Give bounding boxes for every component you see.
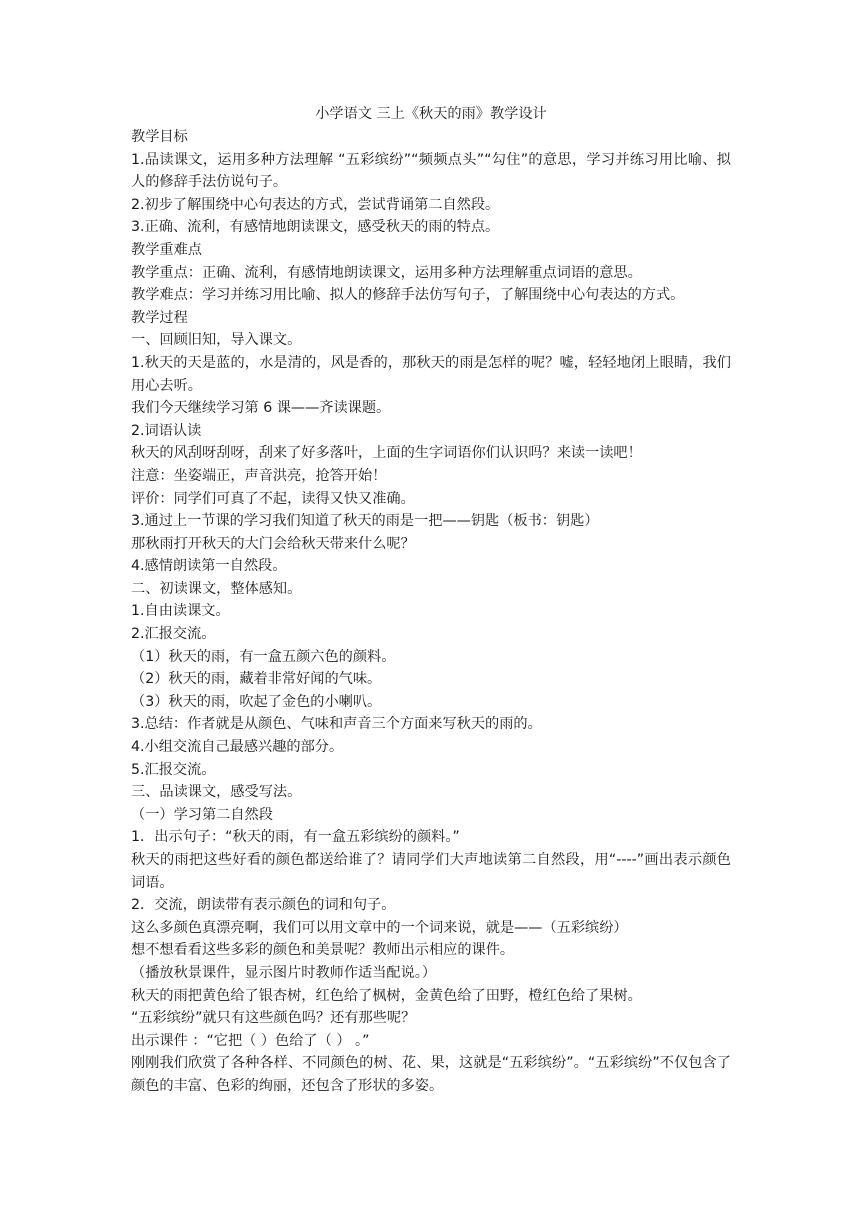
paragraph: 3.总结：作者就是从颜色、气味和声音三个方面来写秋天的雨的。	[131, 716, 542, 733]
section-1-heading: 一、回顾旧知，导入课文。	[131, 332, 302, 349]
section-3-heading: 三、品读课文，感受写法。	[131, 784, 302, 801]
paragraph: 1．出示句子：“秋天的雨，有一盒五彩缤纷的颜料。”	[131, 829, 460, 846]
paragraph: 秋天的雨把这些好看的颜色都送给谁了？请同学们大声地读第二自然段，用“----”画出表示颜色词语。	[131, 852, 731, 891]
paragraph: 秋天的风刮呀刮呀，刮来了好多落叶，上面的生字词语你们认识吗？来读一读吧！	[131, 445, 642, 462]
paragraph: 注意：坐姿端正，声音洪亮，抢答开始！	[131, 467, 387, 484]
paragraph: 4.感情朗读第一自然段。	[131, 558, 287, 575]
paragraph: 评价：同学们可真了不起，读得又快又准确。	[131, 490, 415, 507]
difficult-point: 教学难点：学习并练习用比喻、拟人的修辞手法仿写句子，了解围绕中心句表达的方式。	[131, 287, 685, 304]
heading-key-points: 教学重难点	[131, 241, 202, 258]
paragraph: 我们今天继续学习第 6 课——齐读课题。	[131, 400, 391, 417]
paragraph: 3.通过上一节课的学习我们知道了秋天的雨是一把——钥匙（板书：钥匙）	[131, 513, 599, 530]
paragraph: “五彩缤纷”就只有这些颜色吗？还有那些呢？	[131, 1010, 416, 1027]
paragraph: 秋天的雨把黄色给了银杏树，红色给了枫树，金黄色给了田野，橙红色给了果树。	[131, 987, 642, 1004]
paragraph: 2.汇报交流。	[131, 626, 216, 643]
paragraph: 2．交流，朗读带有表示颜色的词和句子。	[131, 897, 396, 914]
heading-teaching-goals: 教学目标	[131, 129, 188, 145]
list-item: （2）秋天的雨，藏着非常好闻的气味。	[131, 671, 382, 688]
subsection-heading: （一）学习第二自然段	[131, 806, 273, 823]
paragraph: 出示课件 ：“它把（ ）色给了（ ） 。”	[131, 1032, 370, 1049]
goal-1: 1.品读课文，运用多种方法理解 “五彩缤纷”“频频点头”“勾住”的意思，学习并练习用比喻、拟人的修辞手法仿说句子。	[131, 151, 731, 191]
goal-3: 3.正确、流利，有感情地朗读课文，感受秋天的雨的特点。	[131, 219, 500, 236]
paragraph: （播放秋景课件，显示图片时教师作适当配说。）	[131, 964, 437, 981]
section-2-heading: 二、初读课文，整体感知。	[131, 580, 302, 597]
paragraph: 那秋雨打开秋天的大门会给秋天带来什么呢？	[131, 535, 415, 552]
heading-teaching-process: 教学过程	[131, 309, 188, 326]
paragraph: 2.词语认读	[131, 422, 202, 439]
list-item: （3）秋天的雨，吹起了金色的小喇叭。	[131, 693, 382, 710]
paragraph: 4.小组交流自己最感兴趣的部分。	[131, 739, 344, 756]
goal-2: 2.初步了解围绕中心句表达的方式，尝试背诵第二自然段。	[131, 196, 500, 213]
document-title: 小学语文 三上《秋天的雨》教学设计	[315, 106, 547, 122]
paragraph: 刚刚我们欣赏了各种各样、不同颜色的树、花、果，这就是“五彩缤纷”。“五彩缤纷”不仅包含了颜色的丰富、色彩的绚丽，还包含了形状的多姿。	[131, 1055, 731, 1094]
paragraph: 1.秋天的天是蓝的，水是清的，风是香的，那秋天的雨是怎样的呢？嘘，轻轻地闭上眼睛，我们用心去听。	[131, 354, 731, 394]
paragraph: 5.汇报交流。	[131, 761, 216, 778]
key-point: 教学重点：正确、流利，有感情地朗读课文，运用多种方法理解重点词语的意思。	[131, 264, 642, 281]
list-item: （1）秋天的雨，有一盒五颜六色的颜料。	[131, 648, 396, 665]
paragraph: 1.自由读课文。	[131, 603, 230, 620]
paragraph: 这么多颜色真漂亮啊，我们可以用文章中的一个词来说，就是——（五彩缤纷）	[131, 919, 628, 936]
paragraph: 想不想看看这些多彩的颜色和美景呢？教师出示相应的课件。	[131, 942, 515, 959]
document-body	[131, 103, 731, 1098]
